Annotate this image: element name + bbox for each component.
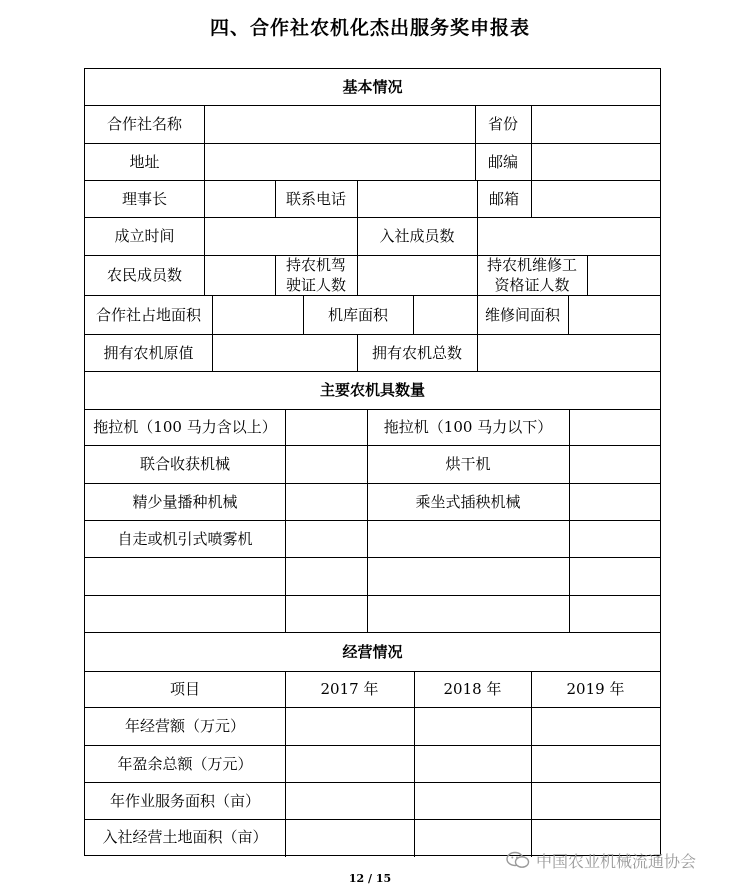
phone-field[interactable] — [358, 181, 477, 217]
email-field[interactable] — [532, 181, 660, 217]
driver-cert-line-2: 驶证人数 — [285, 276, 346, 294]
harvester-label: 联合收获机械 — [139, 455, 230, 473]
land-area-label: 合作社占地面积 — [95, 305, 201, 324]
wechat-icon — [506, 851, 530, 869]
members-field[interactable] — [478, 218, 660, 255]
postcode-field[interactable] — [532, 144, 660, 180]
watermark-text: 中国农业机械流通协会 — [536, 851, 697, 871]
original-value-label: 拥有农机原值 — [103, 343, 194, 362]
year-2017-header: 2017 年 — [320, 680, 379, 698]
province-label: 省份 — [487, 115, 518, 133]
sprayer-label: 自走或机引式喷雾机 — [117, 529, 253, 548]
seeder-label: 精少量播种机械 — [132, 492, 238, 511]
chairman-label: 理事长 — [121, 189, 167, 208]
phone-label: 联系电话 — [285, 189, 346, 208]
repair-area-label: 维修间面积 — [484, 305, 560, 324]
section-basic-heading: 基本情况 — [342, 78, 403, 96]
members-label: 入社成员数 — [379, 227, 455, 245]
watermark — [506, 850, 736, 870]
repair-cert-line-1: 持农机维修工 — [486, 256, 577, 274]
application-form-table — [84, 68, 661, 856]
annual-revenue-label: 年经营额（万元） — [124, 717, 245, 735]
item-header: 项目 — [169, 680, 200, 698]
section-machines-heading: 主要农机具数量 — [319, 381, 425, 399]
farmer-members-label: 农民成员数 — [106, 266, 182, 284]
service-area-label: 年作业服务面积（亩） — [109, 791, 260, 810]
dryer-label: 烘干机 — [445, 455, 491, 473]
repair-cert-label — [477, 255, 587, 295]
driver-cert-label — [275, 255, 357, 295]
email-label: 邮箱 — [488, 189, 519, 208]
chairman-field[interactable] — [205, 181, 275, 217]
coop-name-label: 合作社名称 — [106, 115, 182, 133]
year-2019-header: 2019 年 — [566, 680, 625, 698]
address-label: 地址 — [129, 152, 160, 171]
section-operations-heading: 经营情况 — [342, 642, 403, 661]
founded-field[interactable] — [205, 218, 357, 255]
postcode-label: 邮编 — [487, 152, 518, 171]
address-field[interactable] — [205, 144, 475, 180]
driver-cert-line-1: 持农机驾 — [285, 256, 346, 274]
machine-total-label: 拥有农机总数 — [371, 343, 462, 362]
transplanter-label: 乘坐式插秧机械 — [415, 492, 521, 511]
year-2018-header: 2018 年 — [443, 680, 502, 698]
founded-label: 成立时间 — [114, 227, 175, 245]
garage-area-label: 机库面积 — [327, 305, 388, 324]
form-title: 四、合作社农机化杰出服务奖申报表 — [209, 17, 530, 39]
tractor-small-label: 拖拉机（100 马力以下） — [383, 418, 553, 436]
page-number: 12 / 15 — [348, 872, 392, 885]
member-land-area-label: 入社经营土地面积（亩） — [102, 828, 268, 846]
tractor-large-label: 拖拉机（100 马力含以上） — [93, 418, 277, 436]
repair-cert-line-2: 资格证人数 — [494, 276, 570, 294]
coop-name-field[interactable] — [205, 106, 475, 143]
annual-surplus-label: 年盈余总额（万元） — [117, 754, 253, 773]
province-field[interactable] — [532, 106, 660, 143]
